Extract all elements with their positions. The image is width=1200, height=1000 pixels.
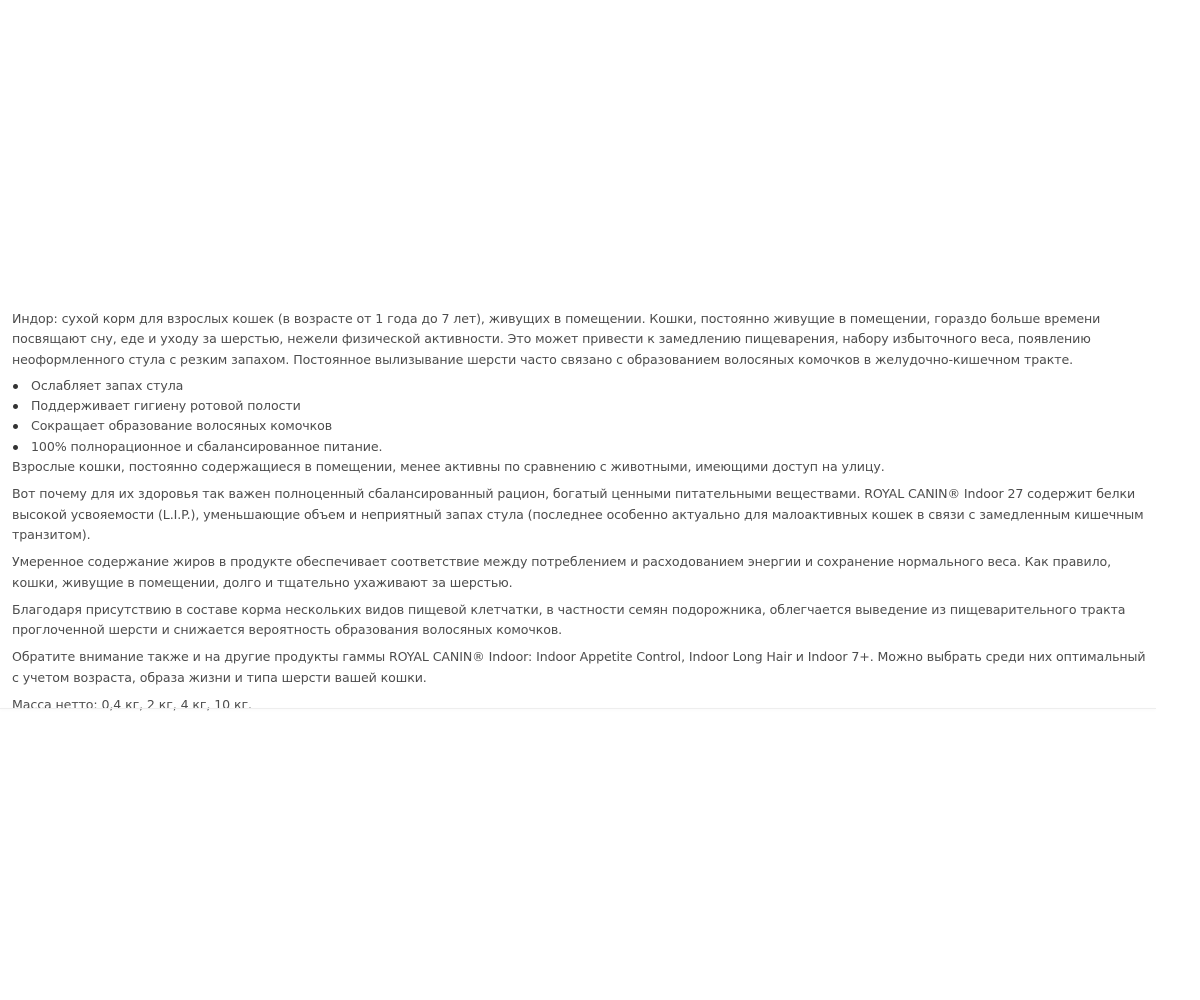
- description-paragraph: Вот почему для их здоровья так важен полноценный сбалансированный рацион, богатый ценными питательными веществами. ROYAL CANIN® Indoor 27 содержит белки высокой усвояемости (L.I.P.), уменьшающие объем и неприятный запах стула (последнее особенно актуально для малоактивных кошек в связи с замедленным кишечным транзитом).: [12, 486, 1144, 542]
- description-intro: Индор: сухой корм для взрослых кошек (в возрасте от 1 года до 7 лет), живущих в помещении. Кошки, постоянно живущие в помещении, гораздо больше времени посвящают сну, еде и уходу за шерстью, нежели физической активности. Это может привести к замедлению пищеварения, набору избыточного веса, появлению неоформленного стула с резким запахом. Постоянное вылизывание шерсти часто связано с образованием волосяных комочков в желудочно-кишечном тракте.: [12, 311, 1101, 367]
- description-paragraph: Благодаря присутствию в составе корма нескольких видов пищевой клетчатки, в частности семян подорожника, облегчается выведение из пищеварительного тракта проглоченной шерсти и снижается вероятность образования волосяных комочков.: [12, 601, 1126, 638]
- description-paragraph: Взрослые кошки, постоянно содержащиеся в помещении, менее активны по сравнению с животными, имеющими доступ на улицу.: [12, 459, 885, 475]
- feature-item: Сокращает образование волосяных комочков: [12, 416, 1147, 436]
- section-divider: [0, 708, 1156, 709]
- feature-item: Ослабляет запах стула: [12, 376, 1147, 396]
- feature-item: Поддерживает гигиену ротовой полости: [12, 396, 1147, 416]
- description-paragraph: Умеренное содержание жиров в продукте обеспечивает соответствие между потреблением и расходованием энергии и сохранение нормального веса. Как правило, кошки, живущие в помещении, долго и тщательно ухаживают за шерстью.: [12, 554, 1112, 590]
- description-paragraph: Обратите внимание также и на другие продукты гаммы ROYAL CANIN® Indoor: Indoor Appetite Control, Indoor Long Hair и Indoor 7+. Можно выбрать среди них оптимальный с учетом возраста, образа жизни и типа шерсти вашей кошки.: [12, 649, 1146, 685]
- net-weight: Масса нетто: 0,4 кг, 2 кг, 4 кг, 10 кг.: [12, 697, 252, 713]
- features-list: [12, 376, 1147, 457]
- product-description: [12, 309, 1147, 715]
- feature-item: 100% полнорационное и сбалансированное питание.: [12, 437, 1147, 457]
